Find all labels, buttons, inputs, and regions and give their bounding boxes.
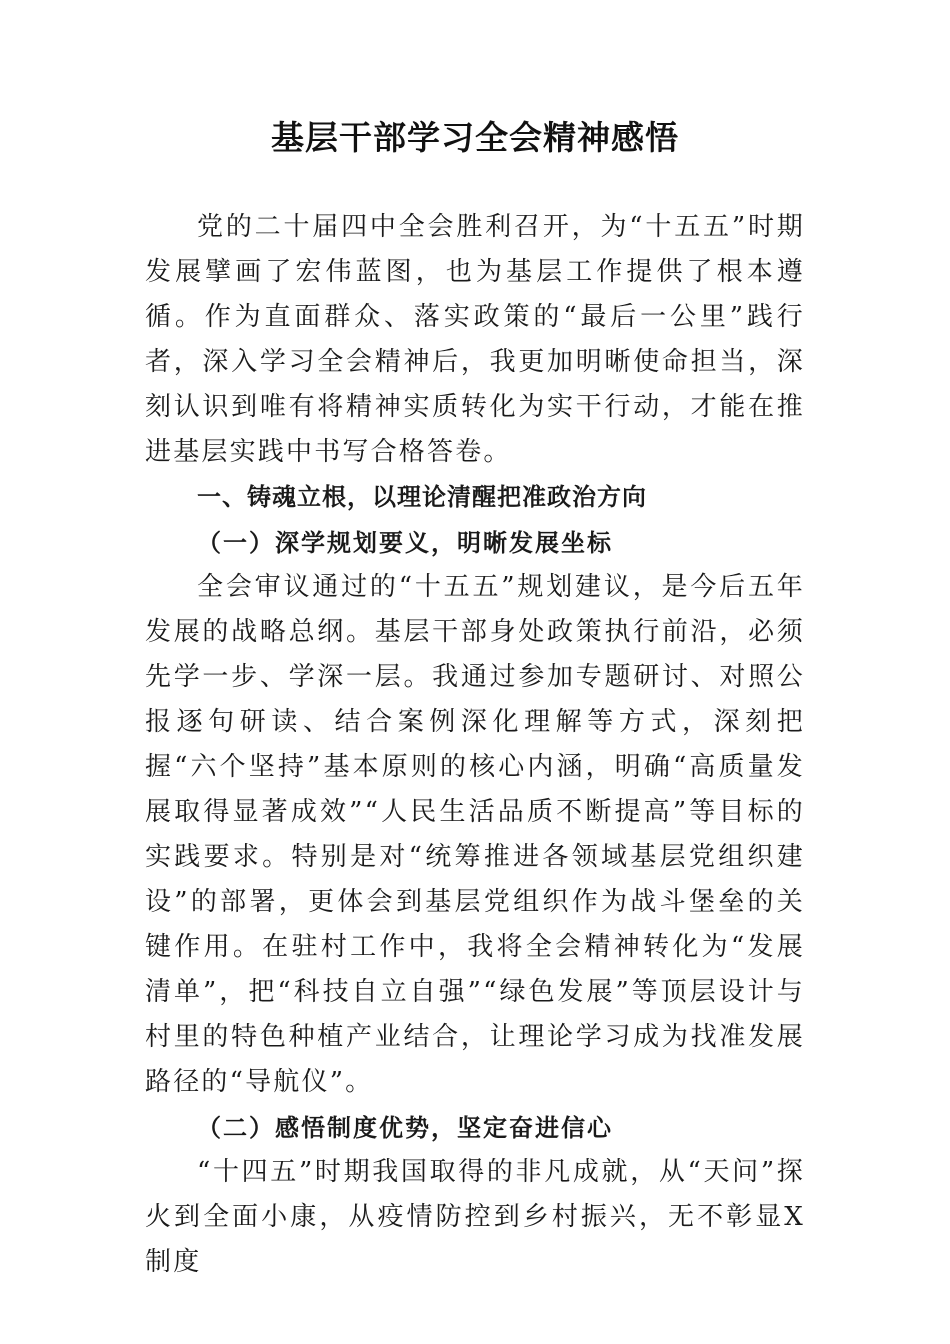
subsection-paragraph-1: 全会审议通过的“十五五”规划建议，是今后五年发展的战略总纲。基层干部身处政策执行前沿，必须先学一步、学深一层。我通过参加专题研讨、对照公报逐句研读、结合案例深化理解等方式，深刻把握“六个坚持”基本原则的核心内涵，明确“高质量发展取得显著成效”“人民生活品质不断提高”等目标的实践要求。特别是对“统筹推进各领域基层党组织建设”的部署，更体会到基层党组织作为战斗堡垒的关键作用。在驻村工作中，我将全会精神转化为“发展清单”，把“科技自立自强”“绿色发展”等顶层设计与村里的特色种植产业结合，让理论学习成为找准发展路径的“导航仪”。 [145,572,805,1097]
subsection-heading-1: （一）深学规划要义，明晰发展坐标 [197,528,613,557]
intro-paragraph: 党的二十届四中全会胜利召开，为“十五五”时期发展擘画了宏伟蓝图，也为基层工作提供了根本遵循。作为直面群众、落实政策的“最后一公里”践行者，深入学习全会精神后，我更加明晰使命担当，深刻认识到唯有将精神实质转化为实干行动，才能在推进基层实践中书写合格答卷。 [145,212,805,467]
document-title: 基层干部学习全会精神感悟 [271,118,679,157]
subsection-heading-2: （二）感悟制度优势，坚定奋进信心 [197,1113,613,1142]
document-body [145,205,805,1285]
section-heading-1: 一、铸魂立根，以理论清醒把准政治方向 [197,483,647,511]
subsection-paragraph-2: “十四五”时期我国取得的非凡成就，从“天问”探火到全面小康，从疫情防控到乡村振兴，无不彰显X制度 [145,1157,805,1277]
